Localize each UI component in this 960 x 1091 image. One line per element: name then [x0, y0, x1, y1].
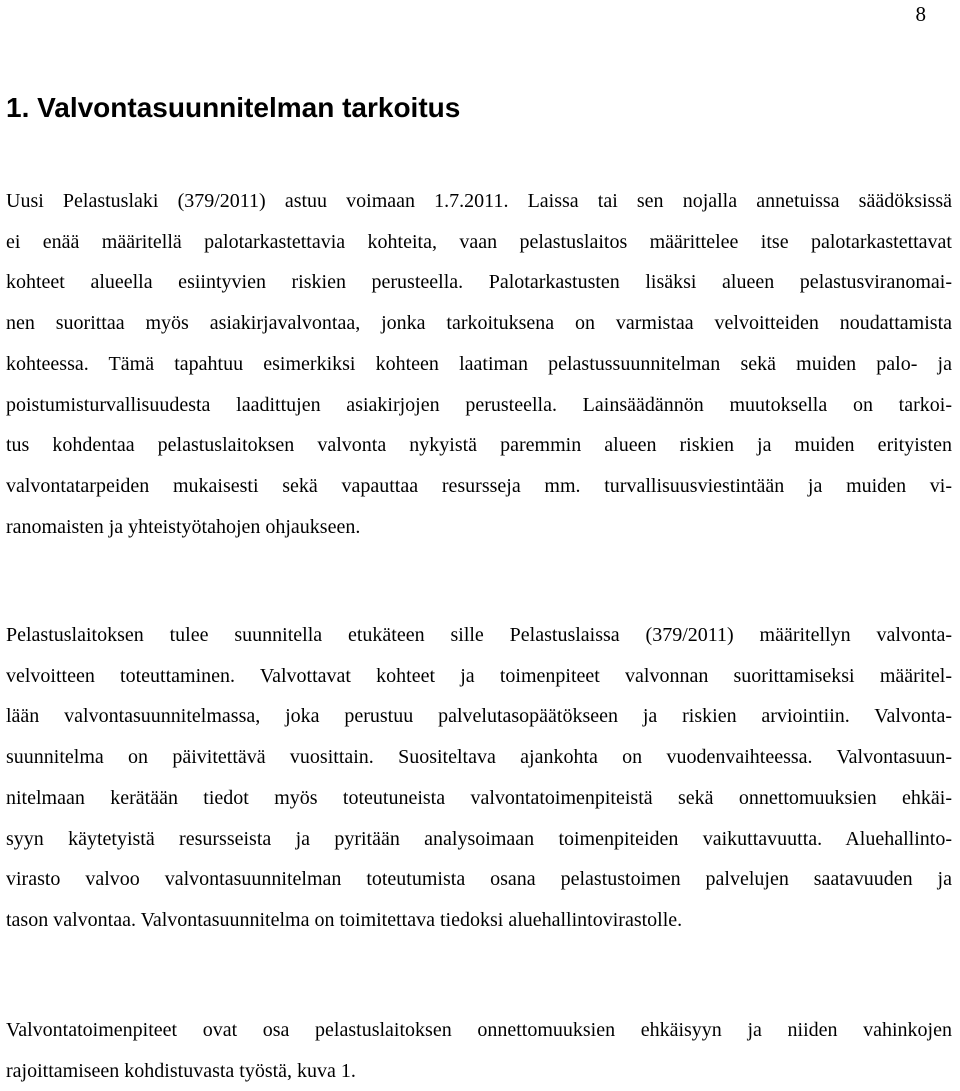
- paragraph-line: velvoitteen toteuttaminen. Valvottavat kohteet ja toimenpiteet valvonnan suorittamiseksi määritel-: [6, 664, 952, 687]
- paragraph-3: [6, 1010, 952, 1091]
- paragraph-line: nen suorittaa myös asiakirjavalvontaa, jonka tarkoituksena on varmistaa velvoitteiden noudattamista: [6, 312, 952, 335]
- paragraph-line: tason valvontaa. Valvontasuunnitelma on toimitettava tiedoksi aluehallintovirastolle.: [6, 908, 683, 931]
- paragraph-line: Pelastuslaitoksen tulee suunnitella etukäteen sille Pelastuslaissa (379/2011) määritellyn valvonta-: [6, 624, 952, 646]
- paragraph-2: [6, 615, 952, 941]
- paragraph-line: valvontatarpeiden mukaisesti sekä vapauttaa resursseja mm. turvallisuusviestintään ja muiden vi-: [6, 474, 952, 497]
- paragraph-line: Valvontatoimenpiteet ovat osa pelastuslaitoksen onnettomuuksien ehkäisyyn ja niiden vahinkojen: [6, 1019, 952, 1041]
- paragraph-line: Uusi Pelastuslaki (379/2011) astuu voimaan 1.7.2011. Laissa tai sen nojalla annetuissa säädöksissä: [6, 190, 952, 212]
- paragraph-line: lään valvontasuunnitelmassa, joka perustuu palvelutasopäätökseen ja riskien arviointiin. Valvonta-: [6, 705, 952, 728]
- paragraph-line: kohteessa. Tämä tapahtuu esimerkiksi kohteen laatiman pelastussuunnitelman sekä muiden palo- ja: [6, 352, 952, 375]
- paragraph-line: kohteet alueella esiintyvien riskien perusteella. Palotarkastusten lisäksi alueen pelastusviranomai-: [6, 271, 952, 294]
- paragraph-line: ranomaisten ja yhteistyötahojen ohjaukseen.: [6, 515, 361, 538]
- paragraph-line: rajoittamiseen kohdistuvasta työstä, kuva 1.: [6, 1059, 356, 1082]
- paragraph-line: virasto valvoo valvontasuunnitelman toteutumista osana pelastustoimen palvelujen saatavuuden ja: [6, 868, 952, 891]
- paragraph-line: nitelmaan kerätään tiedot myös toteutuneista valvontatoimenpiteistä sekä onnettomuuksien ehkäi-: [6, 786, 952, 809]
- page-number: 8: [915, 2, 926, 26]
- paragraph-line: tus kohdentaa pelastuslaitoksen valvonta nykyistä paremmin alueen riskien ja muiden erityisten: [6, 434, 952, 457]
- paragraph-1: [6, 181, 952, 547]
- section-heading: 1. Valvontasuunnitelman tarkoitus: [6, 92, 461, 123]
- paragraph-line: poistumisturvallisuudesta laadittujen asiakirjojen perusteella. Lainsäädännön muutoksella on tarkoi-: [6, 393, 952, 416]
- paragraph-line: ei enää määritellä palotarkastettavia kohteita, vaan pelastuslaitos määrittelee itse palotarkastettavat: [6, 230, 952, 253]
- paragraph-line: syyn käytetyistä resursseista ja pyritään analysoimaan toimenpiteiden vaikuttavuutta. Aluehallinto-: [6, 827, 952, 850]
- paragraph-line: suunnitelma on päivitettävä vuosittain. Suositeltava ajankohta on vuodenvaihteessa. Valvontasuun-: [6, 746, 952, 769]
